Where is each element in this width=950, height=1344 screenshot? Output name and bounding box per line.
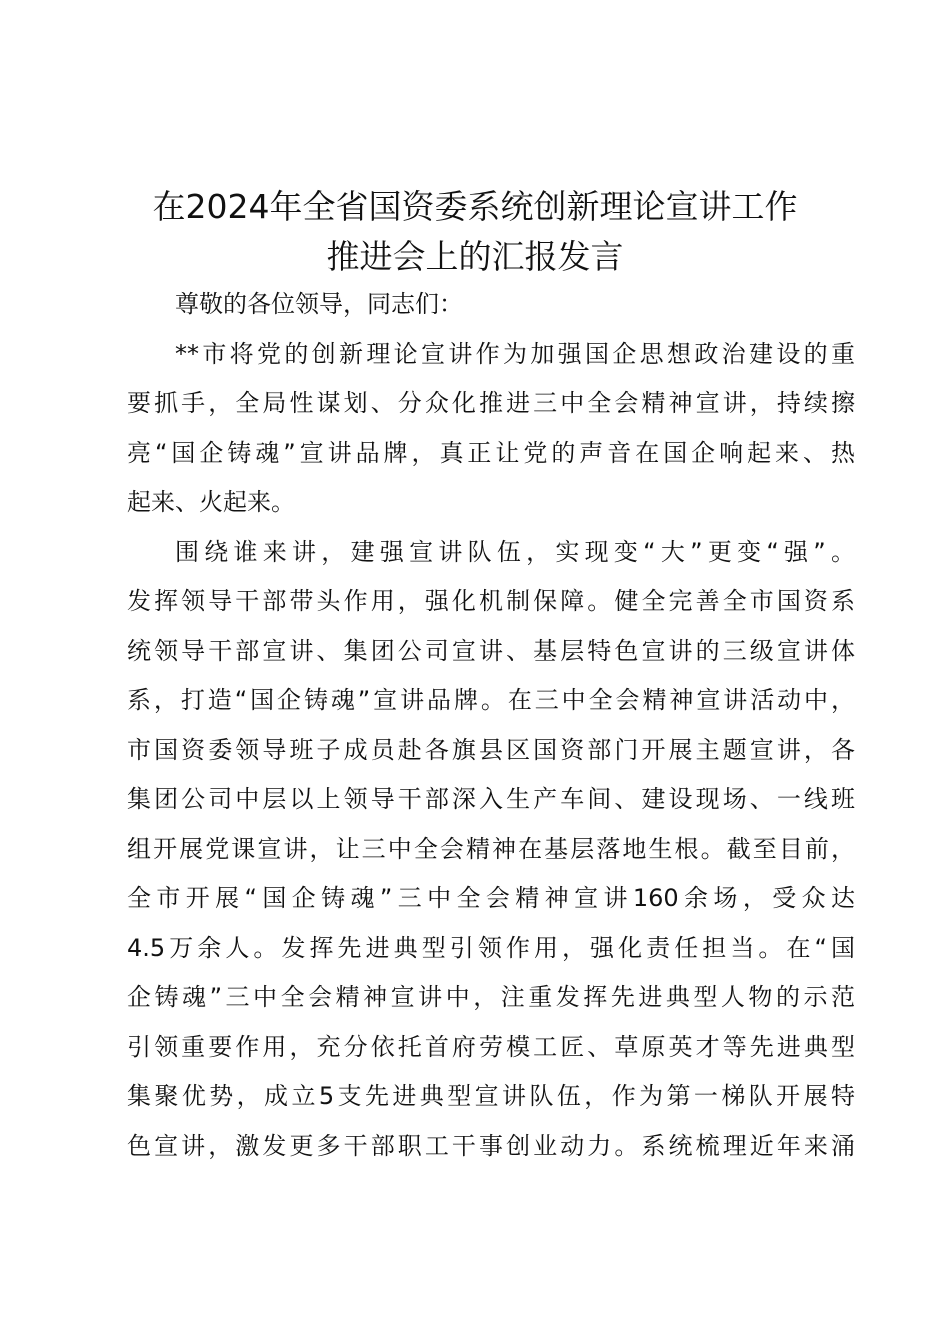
paragraph-2-line: 市国资委领导班子成员赴各旗县区国资部门开展主题宣讲，各	[127, 735, 855, 764]
paragraph-1-line: 起来、火起来。	[127, 488, 295, 516]
title-line-2: 推进会上的汇报发言	[326, 237, 624, 276]
paragraph-1-line: 要抓手，全局性谋划、分众化推进三中全会精神宣讲，持续擦	[127, 389, 855, 417]
paragraph-2-line: 企铸魂”三中全会精神宣讲中，注重发挥先进典型人物的示范	[127, 983, 855, 1011]
salutation: 尊敬的各位领导，同志们：	[175, 290, 463, 318]
paragraph-2-line: 引领重要作用，充分依托首府劳模工匠、草原英才等先进典型	[127, 1032, 855, 1061]
document-title	[100, 182, 850, 282]
title-line-1: 在2024年全省国资委系统创新理论宣讲工作	[152, 187, 798, 226]
paragraph-2-line: 全市开展“国企铸魂”三中全会精神宣讲160余场，受众达	[127, 884, 855, 912]
paragraph-2-line: 4.5万余人。发挥先进典型引领作用，强化责任担当。在“国	[127, 933, 855, 962]
paragraph-2-line: 色宣讲，激发更多干部职工干事创业动力。系统梳理近年来涌	[127, 1131, 855, 1160]
paragraph-1-line: **市将党的创新理论宣讲作为加强国企思想政治建设的重	[175, 339, 855, 368]
paragraph-2-line: 集聚优势，成立5支先进典型宣讲队伍，作为第一梯队开展特	[127, 1082, 855, 1110]
paragraph-2-line: 发挥领导干部带头作用，强化机制保障。健全完善全市国资系	[127, 587, 855, 615]
paragraph-1-line: 亮“国企铸魂”宣讲品牌，真正让党的声音在国企响起来、热	[127, 438, 855, 467]
document-body	[127, 280, 855, 1171]
paragraph-2-line: 集团公司中层以上领导干部深入生产车间、建设现场、一线班	[127, 785, 855, 813]
paragraph-2-line: 系，打造“国企铸魂”宣讲品牌。在三中全会精神宣讲活动中，	[127, 686, 855, 714]
paragraph-2-line: 统领导干部宣讲、集团公司宣讲、基层特色宣讲的三级宣讲体	[127, 636, 855, 665]
paragraph-2-line: 围绕谁来讲，建强宣讲队伍，实现变“大”更变“强”。	[175, 537, 855, 566]
paragraph-2-line: 组开展党课宣讲，让三中全会精神在基层落地生根。截至目前，	[127, 834, 855, 863]
